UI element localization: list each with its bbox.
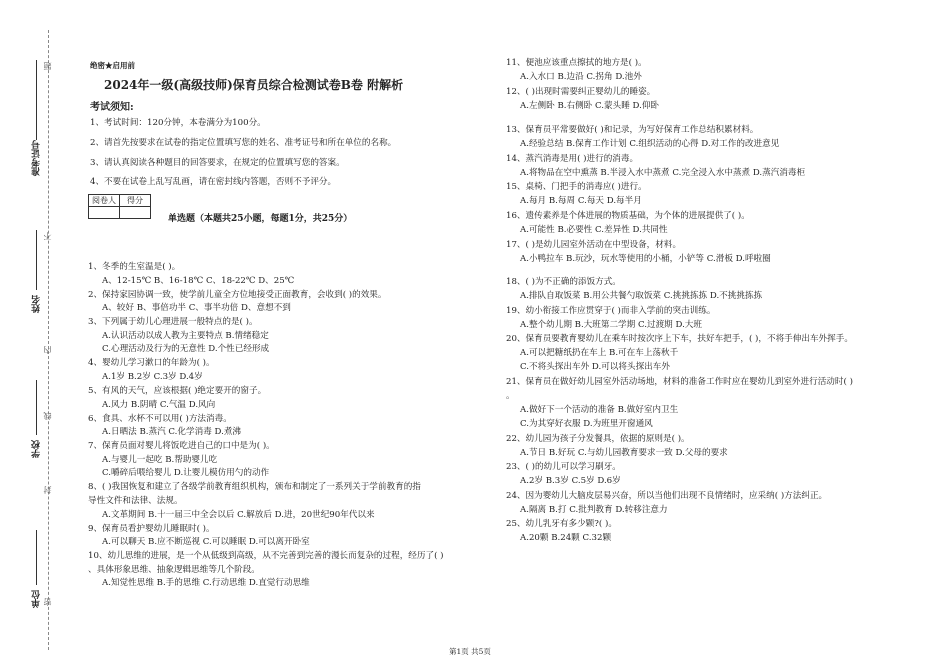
- answer-options[interactable]: A.可能性 B.必要性 C.差异性 D.共同性: [520, 225, 668, 235]
- answer-options[interactable]: A.小鸭拉车 B.玩沙，玩水等使用的小桶，小铲等 C.滑板 D.呼啦圈: [520, 253, 771, 264]
- instruction-item: 2、请首先按要求在试卷的指定位置填写您的姓名、准考证号和所在单位的名称。: [90, 138, 397, 148]
- answer-options[interactable]: A.将物品在空中熏蒸 B.半浸入水中蒸煮 C.完全浸入水中蒸煮 D.蒸汽消毒柜: [520, 167, 806, 178]
- question-text: 25、幼儿乳牙有多少颗?( )。: [506, 519, 617, 530]
- score-box-cell[interactable]: [89, 207, 120, 219]
- question-text: 18、( )为不正确的添饭方式。: [506, 277, 621, 288]
- answer-options[interactable]: A、较好 B、事倍功半 C、事半功倍 D、意想不到: [102, 303, 291, 314]
- answer-options[interactable]: A.每月 B.每周 C.每天 D.每半月: [520, 196, 642, 207]
- unit-label: 单位: [32, 590, 42, 608]
- exam-no-label: 准考证号: [32, 140, 42, 176]
- question-text: 4、婴幼儿学习漱口的年龄为( )。: [88, 358, 215, 369]
- seal-word: 线: [43, 412, 52, 420]
- unit-line: [36, 530, 37, 585]
- answer-options[interactable]: A.日晒法 B.蒸汽 C.化学消毒 D.煮沸: [102, 427, 242, 438]
- answer-options[interactable]: A.认识活动以成人教为主要特点 B.情绪稳定: [102, 330, 269, 341]
- answer-options[interactable]: A.左侧卧 B.右侧卧 C.蒙头睡 D.仰卧: [520, 100, 660, 111]
- exam-no-line: [36, 60, 37, 140]
- question-text: 17、( )是幼儿园室外活动在中型设备，材料。: [506, 239, 682, 250]
- answer-options[interactable]: A.隔离 B.打 C.批判教育 D.转移注意力: [520, 504, 668, 515]
- question-text: 13、保育员平常要做好( )和记录，为写好保育工作总结积累材料。: [506, 125, 759, 136]
- question-text: 14、蒸汽消毒是用( )进行的消毒。: [506, 153, 639, 164]
- seal-word: 内: [43, 346, 52, 354]
- answer-options[interactable]: A.风力 B.阴晴 C.气温 D.风向: [102, 399, 216, 410]
- answer-options[interactable]: A.知觉性思维 B.手的思维 C.行动思维 D.直觉行动思维: [102, 578, 310, 589]
- question-text: 15、桌椅、门把手的消毒应( )进行。: [506, 182, 647, 193]
- question-text: 8、( )我国恢复和建立了各级学前教育组织机构，颁布和制定了一系列关于学前教育的指: [88, 482, 421, 493]
- secret-mark: 绝密★启用前: [90, 61, 135, 70]
- question-text: 2、保持家园协调一致，使学前儿童全方位地接受正面教育，会收到( )的效果。: [88, 289, 387, 300]
- page-number: 第1页 共5页: [449, 647, 491, 656]
- answer-options[interactable]: C.为其穿好衣服 D.为班里开窗通风: [520, 419, 653, 429]
- question-text: 19、幼小衔接工作应贯穿于( )而非入学前的突击训练。: [506, 305, 716, 316]
- question-text: 1、冬季的生室温是( )。: [88, 262, 181, 272]
- score-box: [88, 194, 151, 219]
- question-text: 3、下列属于幼儿心理进展一般特点的是( )。: [88, 317, 258, 328]
- section-title: 单选题（本题共25小题，每题1分，共25分）: [168, 214, 353, 224]
- name-line: [36, 230, 37, 290]
- answer-options[interactable]: A.1岁 B.2岁 C.3岁 D.4岁: [102, 372, 203, 382]
- question-text-continued: 。: [506, 391, 515, 401]
- answer-options[interactable]: A.整个幼儿期 B.大班第二学期 C.过渡期 D.大班: [520, 319, 702, 330]
- question-text: 7、保育员面对婴儿将饭吃进自己的口中是为( )。: [88, 441, 275, 452]
- answer-options[interactable]: A.节日 B.好玩 C.与幼儿园教育要求一致 D.父母的要求: [520, 447, 728, 458]
- answer-options[interactable]: A.入水口 B.边沿 C.拐角 D.池外: [520, 72, 642, 82]
- question-text: 22、幼儿园为孩子分发餐具，依据的原则是( )。: [506, 433, 690, 444]
- answer-options[interactable]: A.2岁 B.3岁 C.5岁 D.6岁: [520, 476, 621, 487]
- answer-options[interactable]: A.做好下一个活动的准备 B.做好室内卫生: [520, 405, 679, 415]
- school-line: [36, 380, 37, 435]
- question-text: 6、食具、水杯不可以用( )方法消毒。: [88, 413, 232, 424]
- question-text: 23、( )的幼儿可以学习刷牙。: [506, 462, 621, 473]
- score-box-cell[interactable]: [120, 207, 151, 219]
- answer-options[interactable]: A.可以把糖纸扔在车上 B.可在车上荡秋千: [520, 348, 679, 359]
- answer-options[interactable]: A.文革期间 B.十一届三中全会以后 C.解放后 D.进，20世纪90年代以来: [102, 509, 375, 520]
- seal-word: 题: [43, 62, 52, 70]
- page-title: 2024年一级(高级技师)保育员综合检测试卷B卷 附解析: [104, 78, 404, 92]
- instructions-heading: 考试须知:: [90, 102, 134, 113]
- score-box-grader: 阅卷人: [89, 195, 120, 207]
- question-text: 24、因为婴幼儿大脑皮层易兴奋，所以当他们出现不良情绪时，应采纳( )方法纠正。: [506, 490, 828, 501]
- answer-options[interactable]: A.经验总结 B.保育工作计划 C.组织活动的心得 D.对工作的改进意见: [520, 139, 780, 150]
- answer-options[interactable]: C.不将头探出车外 D.可以将头探出车外: [520, 362, 670, 373]
- school-label: 学校: [32, 440, 42, 458]
- question-text: 12、( )出现时需要纠正婴幼儿的睡姿。: [506, 86, 656, 97]
- question-text: 10、幼儿思维的进展，是一个从低级到高级，从不完善到完善的漫长而复杂的过程，经历了( ): [88, 551, 444, 562]
- instruction-item: 4、不要在试卷上乱写乱画，请在密封线内答题，否则不予评分。: [90, 177, 337, 187]
- answer-options[interactable]: A、12-15℃ B、16-18℃ C、18-22℃ D、25℃: [102, 275, 295, 286]
- question-text: 5、有风的天气，应该根据( )绝定要开的窗子。: [88, 386, 267, 396]
- answer-options[interactable]: A.20颗 B.24颗 C.32颗: [520, 533, 612, 544]
- seal-word: 封: [43, 486, 52, 494]
- question-text-continued: 、具体形象思维、抽象逻辑思维等几个阶段。: [88, 564, 260, 575]
- question-text: 21、保育员在做好幼儿园室外活动场地，材料的准备工作时应在婴幼儿到室外进行活动时( ): [506, 377, 853, 387]
- binding-line: [48, 30, 49, 650]
- question-text: 20、保育员要教育婴幼儿在乘车时按次序上下车，扶好车把手，( )，不将手伸出车外挥手。: [506, 334, 853, 345]
- name-label: 姓名: [32, 295, 42, 313]
- question-text: 9、保育员看护婴幼儿睡眠时( )。: [88, 523, 215, 534]
- question-text: 16、遗传素养是个体进展的物质基础，为个体的进展提供了( )。: [506, 211, 750, 221]
- answer-options[interactable]: C.嚼碎后喂给婴儿 D.让婴儿模仿用勺的动作: [102, 468, 270, 479]
- answer-options[interactable]: C.心理活动及行为的无意性 D.个性已经形成: [102, 344, 270, 355]
- answer-options[interactable]: A.可以聊天 B.应不断巡视 C.可以睡眠 D.可以离开卧室: [102, 537, 310, 548]
- seal-word: 密: [43, 598, 52, 606]
- question-text-continued: 导性文件和法律、法规。: [88, 496, 183, 506]
- answer-options[interactable]: A.排队自取饭菜 B.用公共餐勺取饭菜 C.挑挑拣拣 D.不挑挑拣拣: [520, 291, 763, 302]
- answer-options[interactable]: A.与婴儿一起吃 B.帮助婴儿吃: [102, 454, 218, 465]
- instruction-item: 1、考试时间：120分钟，本卷满分为100分。: [90, 118, 266, 128]
- question-text: 11、便池应该重点擦拭的地方是( )。: [506, 58, 647, 68]
- instruction-item: 3、请认真阅读各种题目的回答要求，在规定的位置填写您的答案。: [90, 158, 345, 168]
- seal-word: 不: [43, 232, 52, 240]
- score-box-score: 得分: [120, 195, 151, 207]
